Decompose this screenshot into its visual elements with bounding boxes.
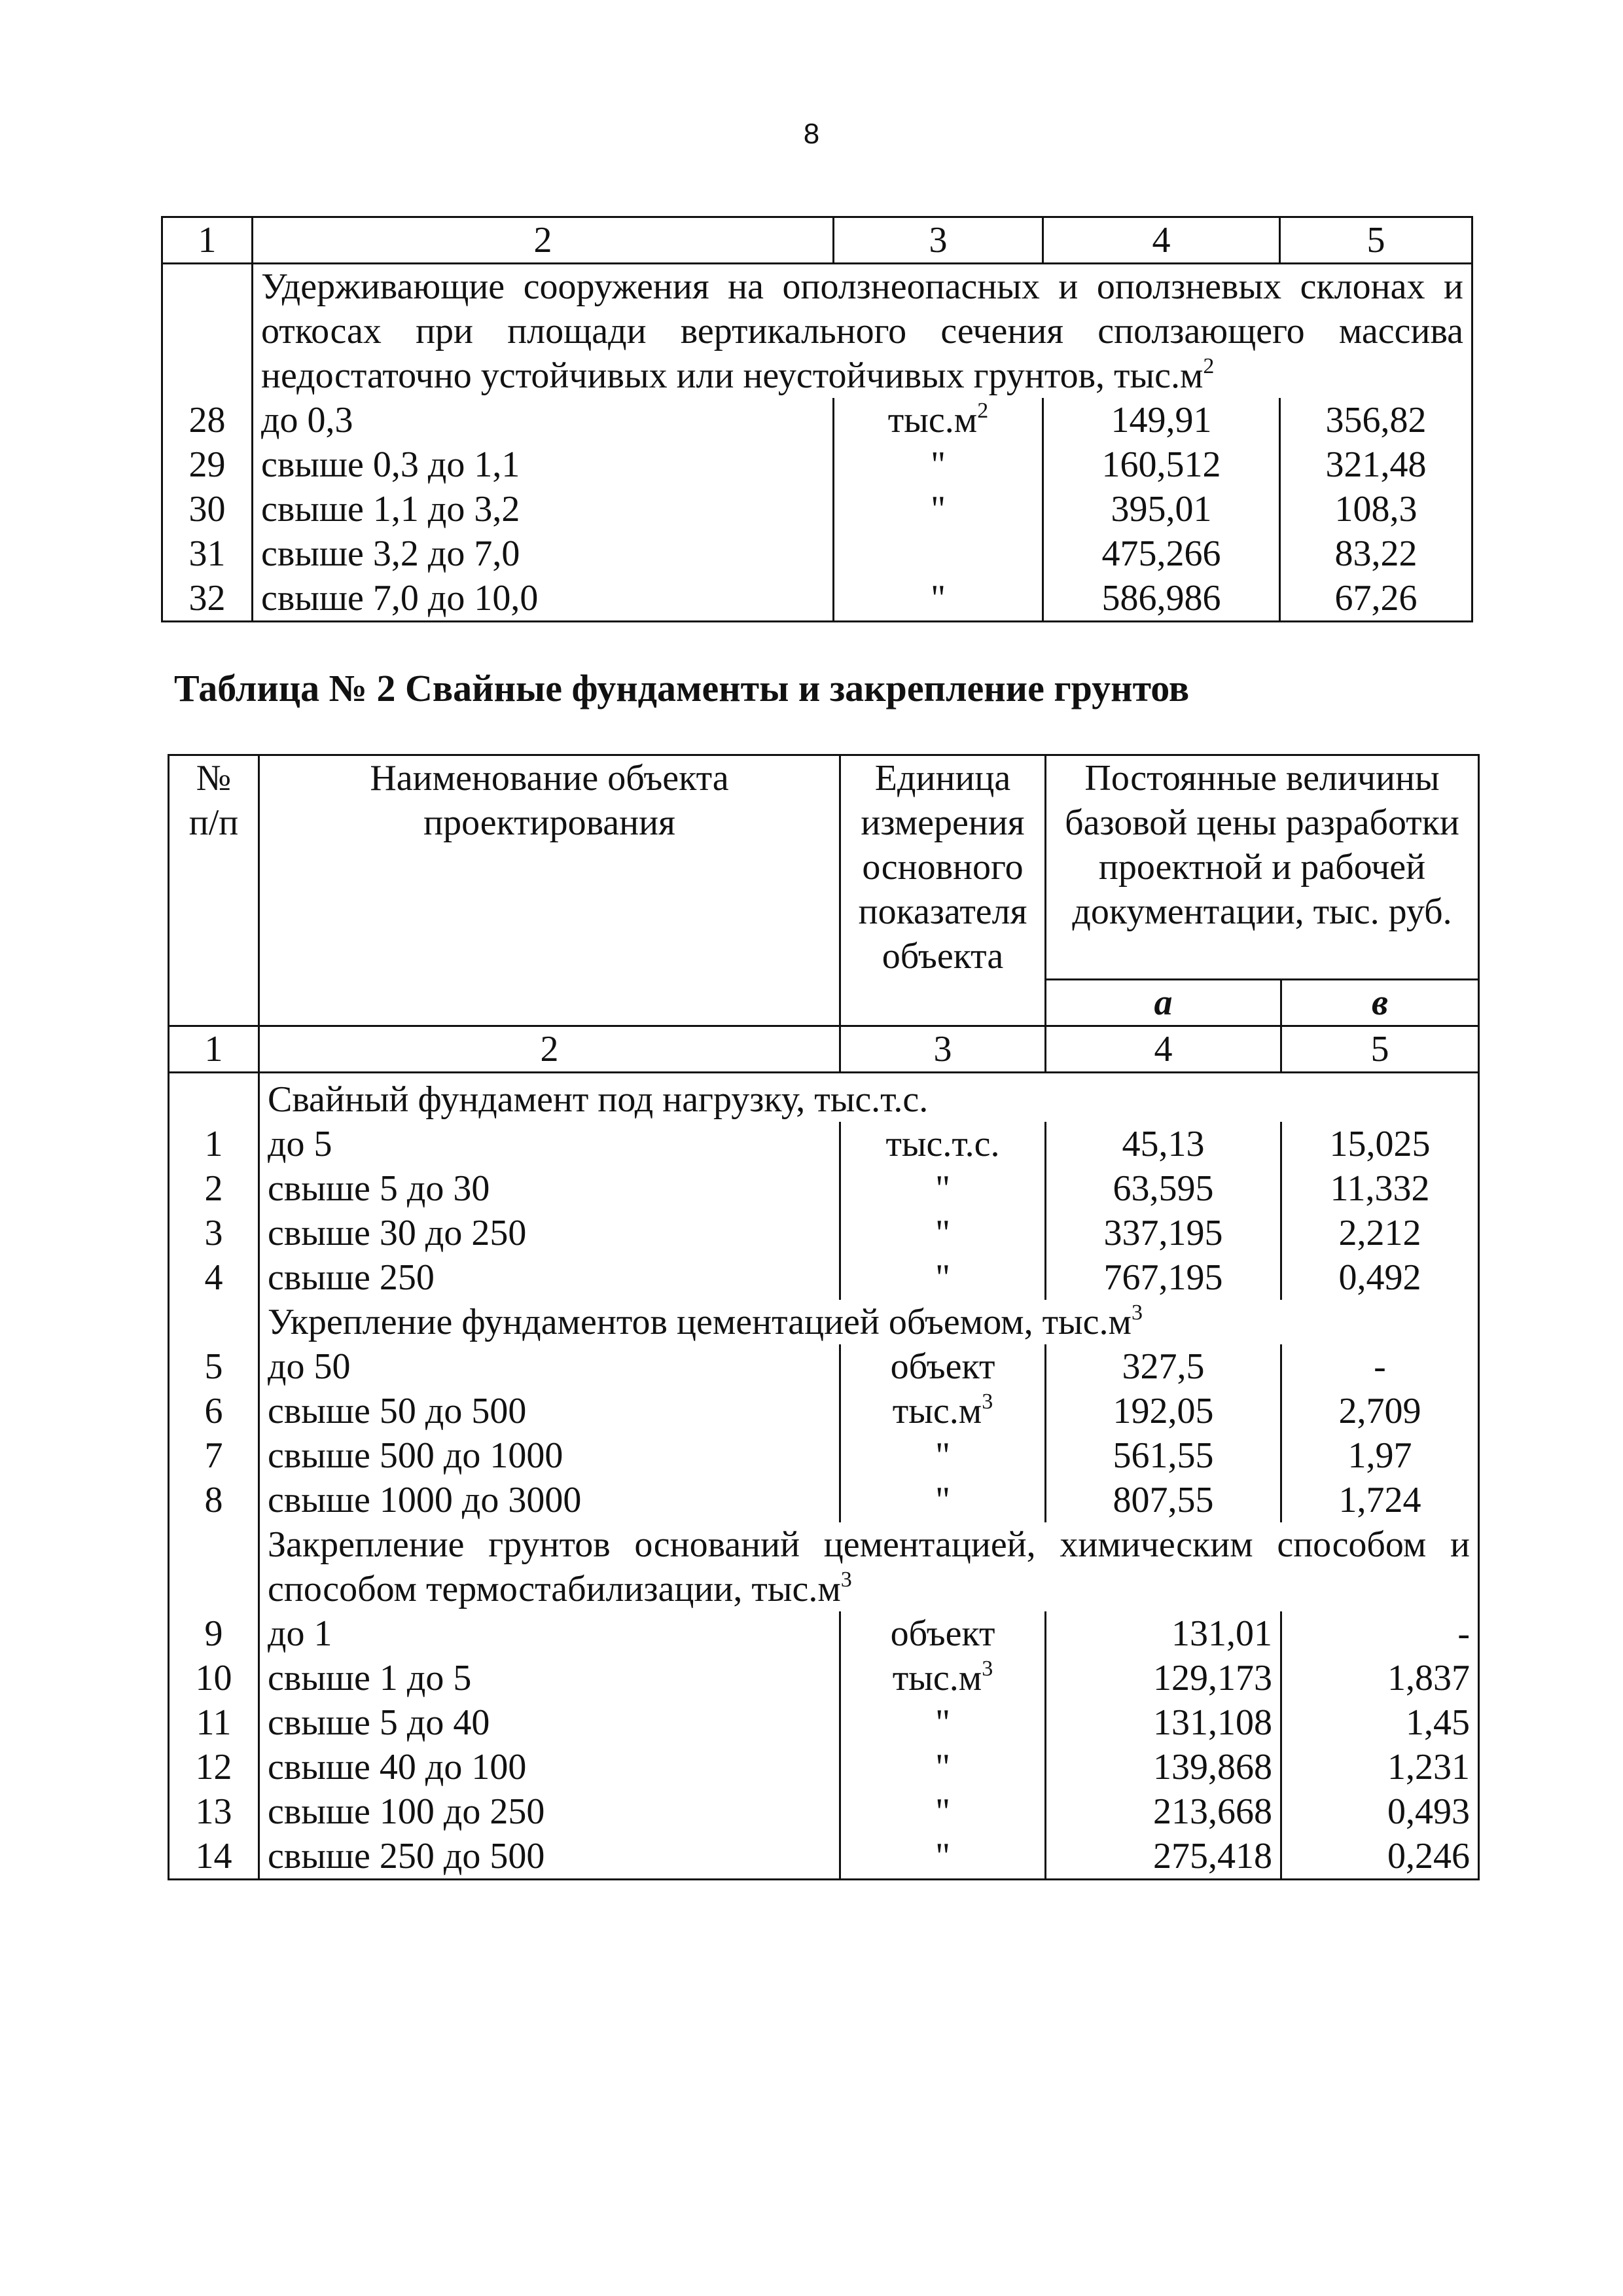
row-unit: ": [840, 1789, 1046, 1834]
row-value-a: 561,55: [1046, 1433, 1281, 1478]
group-title: Свайный фундамент под нагрузку, тыс.т.с.: [259, 1073, 1479, 1122]
row-number: 9: [169, 1611, 259, 1656]
row-unit: $тыс.м^3$: [840, 1389, 1046, 1433]
table-row: [162, 531, 1472, 576]
row-value-b: 0,493: [1281, 1789, 1479, 1834]
row-value-b: 11,332: [1281, 1166, 1479, 1211]
row-number: 29: [162, 442, 253, 487]
row-number: 13: [169, 1789, 259, 1834]
header-unit: Единица измерения основного показателя объекта: [840, 755, 1046, 1026]
table-row: [169, 1122, 1479, 1166]
row-value-b: 67,26: [1280, 576, 1472, 622]
column-number: 1: [162, 217, 253, 264]
row-value-b: 0,246: [1281, 1834, 1479, 1880]
row-name: свыше 1,1 до 3,2: [253, 487, 834, 531]
row-name: до 50: [259, 1344, 840, 1389]
table-row: [169, 1700, 1479, 1745]
row-value-b: 2,212: [1281, 1211, 1479, 1255]
row-unit: ": [840, 1211, 1046, 1255]
row-value-a: 129,173: [1046, 1656, 1281, 1700]
table-row: [169, 1656, 1479, 1700]
row-value-b: 83,22: [1280, 531, 1472, 576]
row-name: свыше 250 до 500: [259, 1834, 840, 1880]
column-number: 3: [834, 217, 1043, 264]
table-row: [169, 1789, 1479, 1834]
row-name: свыше 100 до 250: [259, 1789, 840, 1834]
row-value-a: 45,13: [1046, 1122, 1281, 1166]
row-value-a: 63,595: [1046, 1166, 1281, 1211]
row-value-b: 15,025: [1281, 1122, 1479, 1166]
row-number: 10: [169, 1656, 259, 1700]
row-unit: ": [834, 487, 1043, 531]
row-unit: ": [840, 1700, 1046, 1745]
row-unit: ": [840, 1255, 1046, 1300]
group-title: Укрепление фундаментов цементацией объемом, $тыс.м^3$: [259, 1300, 1479, 1344]
row-name: свыше 250: [259, 1255, 840, 1300]
row-name: свыше 40 до 100: [259, 1745, 840, 1789]
row-number: 32: [162, 576, 253, 622]
row-number: 3: [169, 1211, 259, 1255]
row-name: свыше 30 до 250: [259, 1211, 840, 1255]
row-name: свыше 3,2 до 7,0: [253, 531, 834, 576]
row-unit: ": [840, 1433, 1046, 1478]
column-number: 5: [1281, 1026, 1479, 1073]
row-value-a: 807,55: [1046, 1478, 1281, 1522]
column-number-row: [162, 217, 1472, 264]
row-unit: ": [840, 1834, 1046, 1880]
row-value-b: 2,709: [1281, 1389, 1479, 1433]
row-name: до 1: [259, 1611, 840, 1656]
table-row: [169, 1433, 1479, 1478]
row-number: 7: [169, 1433, 259, 1478]
row-value-a: 586,986: [1043, 576, 1280, 622]
row-unit: ": [840, 1478, 1046, 1522]
row-unit: $тыс.м^2$: [834, 398, 1043, 442]
category-row: [162, 264, 1472, 399]
group-title-row: [169, 1522, 1479, 1611]
column-number: 2: [259, 1026, 840, 1073]
table-row: [169, 1344, 1479, 1389]
row-value-a: 160,512: [1043, 442, 1280, 487]
row-value-b: 1,837: [1281, 1656, 1479, 1700]
row-value-a: 767,195: [1046, 1255, 1281, 1300]
row-name: до 5: [259, 1122, 840, 1166]
page-number: 8: [803, 118, 820, 150]
row-value-a: 131,108: [1046, 1700, 1281, 1745]
row-number: 30: [162, 487, 253, 531]
row-name: свыше 1000 до 3000: [259, 1478, 840, 1522]
table-2: [168, 754, 1480, 1880]
row-value-a: 213,668: [1046, 1789, 1281, 1834]
table-2-header-row: [169, 755, 1479, 980]
row-unit: [834, 531, 1043, 576]
table-row: [162, 576, 1472, 622]
column-number-row: [169, 1026, 1479, 1073]
table-row: [169, 1834, 1479, 1880]
table-row: [162, 398, 1472, 442]
row-unit: ": [834, 576, 1043, 622]
group-title: Закрепление грунтов оснований цементацией, химическим способом и способом термостабилизации, $тыс.м^3$: [259, 1522, 1479, 1611]
row-number: 12: [169, 1745, 259, 1789]
header-b: в: [1281, 980, 1479, 1026]
row-number: 1: [169, 1122, 259, 1166]
row-number: 6: [169, 1389, 259, 1433]
row-value-b: 356,82: [1280, 398, 1472, 442]
row-value-a: 475,266: [1043, 531, 1280, 576]
row-name: свыше 5 до 30: [259, 1166, 840, 1211]
row-unit: объект: [840, 1611, 1046, 1656]
row-value-a: 337,195: [1046, 1211, 1281, 1255]
row-value-b: -: [1281, 1344, 1479, 1389]
column-number: 3: [840, 1026, 1046, 1073]
row-value-a: 139,868: [1046, 1745, 1281, 1789]
header-num: № п/п: [169, 755, 259, 1026]
row-value-b: 108,3: [1280, 487, 1472, 531]
row-number: 31: [162, 531, 253, 576]
row-value-a: 275,418: [1046, 1834, 1281, 1880]
row-name: свыше 0,3 до 1,1: [253, 442, 834, 487]
table-row: [162, 442, 1472, 487]
column-number: 1: [169, 1026, 259, 1073]
row-number: 28: [162, 398, 253, 442]
row-name: свыше 5 до 40: [259, 1700, 840, 1745]
group-title-row: [169, 1073, 1479, 1122]
table-2-title: Таблица № 2 Свайные фундаменты и закрепление грунтов: [174, 667, 1190, 709]
row-unit: объект: [840, 1344, 1046, 1389]
table-row: [169, 1255, 1479, 1300]
table-1-continuation: [161, 216, 1473, 622]
row-name: до 0,3: [253, 398, 834, 442]
header-name: Наименование объекта проектирования: [259, 755, 840, 1026]
column-number: 4: [1043, 217, 1280, 264]
column-number: 4: [1046, 1026, 1281, 1073]
column-number: 5: [1280, 217, 1472, 264]
row-value-b: 1,231: [1281, 1745, 1479, 1789]
row-unit: ": [840, 1166, 1046, 1211]
category-title: Удерживающие сооружения на оползнеопасных и оползневых склонах и откосах при площади вертикального сечения сползающего массива недостаточно устойчивых или неустойчивых грунтов, $тыс.м^2$: [253, 264, 1472, 399]
row-unit: ": [834, 442, 1043, 487]
row-number: 11: [169, 1700, 259, 1745]
row-value-b: 0,492: [1281, 1255, 1479, 1300]
table-row: [162, 487, 1472, 531]
row-value-b: -: [1281, 1611, 1479, 1656]
row-value-b: 1,97: [1281, 1433, 1479, 1478]
group-title-row: [169, 1300, 1479, 1344]
row-number: 14: [169, 1834, 259, 1880]
row-number: 4: [169, 1255, 259, 1300]
row-name: свыше 500 до 1000: [259, 1433, 840, 1478]
row-name: свыше 1 до 5: [259, 1656, 840, 1700]
table-row: [169, 1745, 1479, 1789]
row-value-b: 1,45: [1281, 1700, 1479, 1745]
table-row: [169, 1389, 1479, 1433]
row-value-a: 149,91: [1043, 398, 1280, 442]
header-a: а: [1046, 980, 1281, 1026]
row-unit: тыс.т.с.: [840, 1122, 1046, 1166]
table-row: [169, 1611, 1479, 1656]
row-name: свыше 50 до 500: [259, 1389, 840, 1433]
row-value-b: 321,48: [1280, 442, 1472, 487]
column-number: 2: [253, 217, 834, 264]
row-number: 5: [169, 1344, 259, 1389]
table-row: [169, 1478, 1479, 1522]
header-price: Постоянные величины базовой цены разработки проектной и рабочей документации, тыс. руб.: [1046, 755, 1479, 980]
row-unit: ": [840, 1745, 1046, 1789]
row-number: 2: [169, 1166, 259, 1211]
table-row: [169, 1211, 1479, 1255]
table-row: [169, 1166, 1479, 1211]
row-value-a: 327,5: [1046, 1344, 1281, 1389]
row-number: 8: [169, 1478, 259, 1522]
row-value-a: 131,01: [1046, 1611, 1281, 1656]
row-unit: $тыс.м^3$: [840, 1656, 1046, 1700]
row-value-a: 395,01: [1043, 487, 1280, 531]
row-value-a: 192,05: [1046, 1389, 1281, 1433]
row-value-b: 1,724: [1281, 1478, 1479, 1522]
row-name: свыше 7,0 до 10,0: [253, 576, 834, 622]
